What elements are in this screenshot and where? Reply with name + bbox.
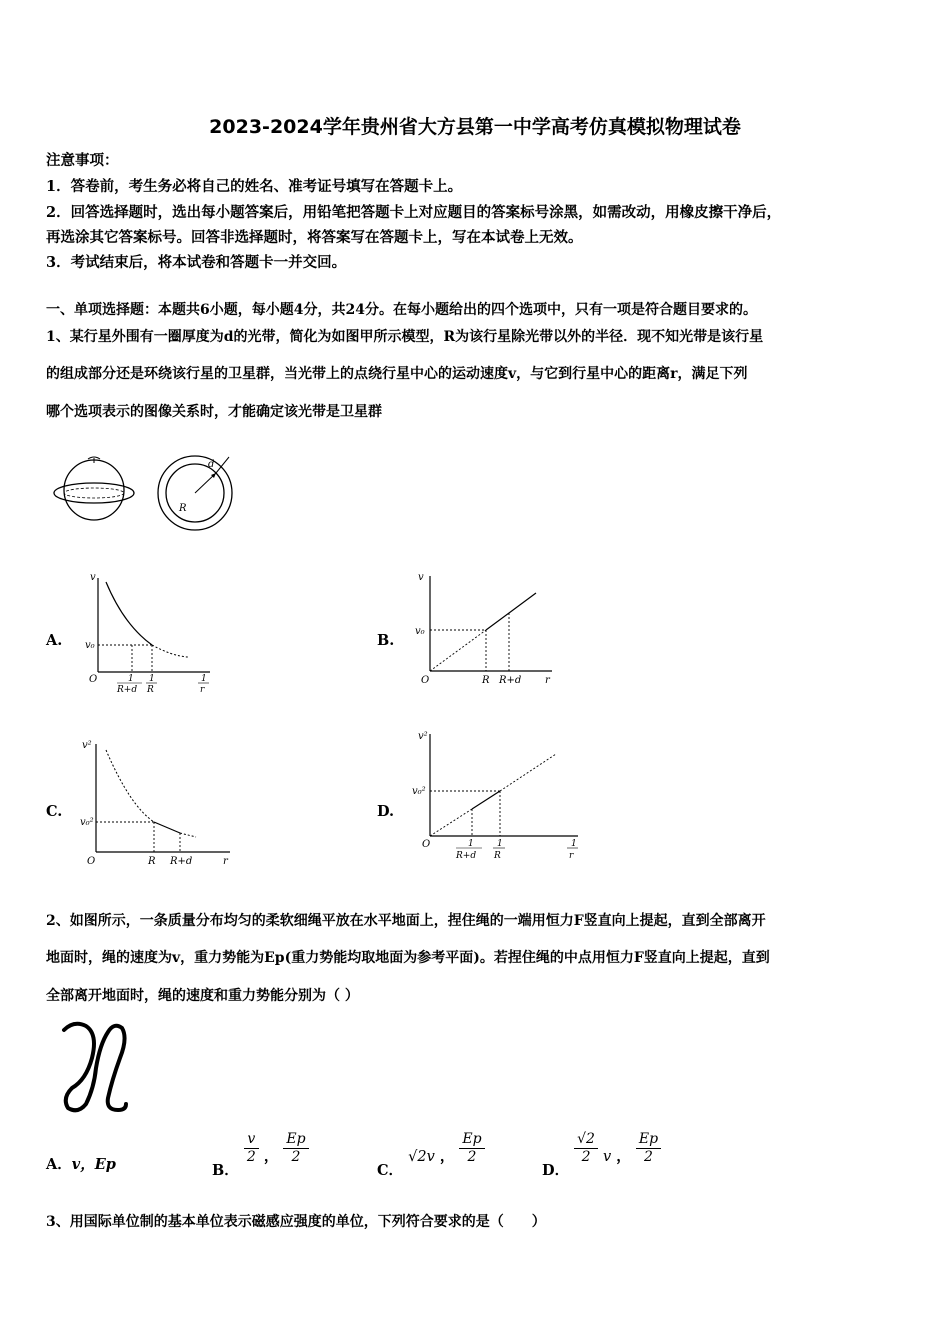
q1-line: 1、某行星外围有一圈厚度为d的光带，简化为如图甲所示模型，R为该行星除光带以外的半径．现不知光带是该行星	[46, 329, 764, 345]
fraction: $\frac{√2}{2}$	[574, 1131, 598, 1166]
q1-graph-d[interactable]	[408, 728, 583, 868]
tick-label-r-plus-d: R+d	[499, 675, 522, 686]
x-axis-label: r	[223, 856, 228, 866]
q2-option-c[interactable]: C． √2v ， $\frac{Ep}{2}$	[377, 1131, 485, 1166]
q1-graph-a[interactable]	[80, 570, 220, 700]
tick-label-r: R	[148, 856, 156, 866]
notes-item: 3．考试结束后，将本试卷和答题卡一并交回。	[46, 254, 347, 271]
y-axis-label: v	[418, 572, 424, 583]
v0-label: v₀²	[80, 817, 94, 828]
notes-item: 再选涂其它答案标号。回答非选择题时，将答案写在答题卡上，写在本试卷上无效。	[46, 229, 583, 246]
planet-top-view	[158, 456, 232, 530]
x-numerator: 1	[201, 674, 207, 684]
q2-options	[46, 1128, 950, 1179]
tick-label-r: R	[494, 851, 501, 861]
tick-numerator: 1	[497, 839, 503, 849]
q1-option-b-label[interactable]: B.	[377, 632, 395, 649]
q1-graph-c[interactable]	[78, 736, 238, 866]
tick-label-r-plus-d: R+d	[170, 856, 193, 866]
q1-option-a-label[interactable]: A.	[46, 632, 63, 649]
v0-label: v₀	[85, 640, 95, 651]
q2-option-a-value: v，Ep	[71, 1156, 116, 1173]
origin-label: O	[87, 856, 96, 866]
q3-text: 3、用国际单位制的基本单位表示磁感应强度的单位，下列符合要求的是（ ）	[46, 1214, 546, 1230]
origin-label: O	[89, 674, 98, 685]
origin-label: O	[421, 675, 430, 686]
notes-heading: 注意事项：	[46, 152, 119, 169]
thickness-label: d	[208, 459, 215, 470]
y-axis-label: v	[90, 572, 96, 583]
notes-item: 1．答卷前，考生务必将自己的姓名、准考证号填写在答题卡上。	[46, 178, 463, 195]
v0-label: v₀	[415, 626, 425, 637]
tick-label-r: R	[147, 685, 154, 695]
radius-label: R	[179, 503, 187, 514]
planet-ring-figure	[48, 455, 248, 545]
x-numerator: 1	[571, 839, 577, 849]
origin-label: O	[422, 839, 431, 850]
tick-numerator: 1	[128, 674, 134, 684]
y-axis-label: v²	[82, 740, 92, 751]
fraction: $\frac{v}{2}$	[244, 1131, 259, 1166]
rope-figure	[56, 1018, 136, 1116]
planet-side-view	[54, 457, 134, 520]
x-axis-label: r	[569, 851, 574, 861]
y-axis-label: v²	[418, 731, 428, 742]
fraction: $\frac{Ep}{2}$	[636, 1131, 661, 1166]
fraction: $\frac{Ep}{2}$	[283, 1131, 308, 1166]
fraction: $\frac{Ep}{2}$	[459, 1131, 484, 1166]
q2-line: 2、如图所示，一条质量分布均匀的柔软细绳平放在水平地面上，捏住绳的一端用恒力F竖直向上提起，直到全部离开	[46, 913, 766, 929]
tick-numerator: 1	[468, 839, 474, 849]
q2-option-d[interactable]: D． $\frac{√2}{2}$ v ， $\frac{Ep}{2}$	[542, 1131, 661, 1166]
page-title: 2023-2024学年贵州省大方县第一中学高考仿真模拟物理试卷	[209, 116, 741, 138]
x-axis-label: r	[545, 675, 550, 686]
tick-label-r: R	[482, 675, 490, 686]
q1-line: 的组成部分还是环绕该行星的卫星群，当光带上的点绕行星中心的运动速度v，与它到行星中心的距离r，满足下列	[46, 366, 748, 382]
q2-option-b[interactable]: B． $\frac{v}{2}$ ， $\frac{Ep}{2}$	[212, 1131, 309, 1166]
tick-label-r-plus-d: R+d	[456, 851, 477, 861]
v0-label: v₀²	[412, 786, 426, 797]
notes-item: 2．回答选择题时，选出每小题答案后，用铅笔把答题卡上对应题目的答案标号涂黑，如需改动，用橡皮擦干净后，	[46, 204, 782, 221]
q1-line: 哪个选项表示的图像关系时，才能确定该光带是卫星群	[46, 404, 382, 420]
tick-label-r-plus-d: R+d	[117, 685, 138, 695]
q1-option-c-label[interactable]: C.	[46, 803, 63, 820]
q2-line: 全部离开地面时，绳的速度和重力势能分别为（ ）	[46, 988, 359, 1004]
section-heading: 一、单项选择题：本题共6小题，每小题4分，共24分。在每小题给出的四个选项中，只有一项是符合题目要求的。	[46, 302, 757, 318]
q1-option-d-label[interactable]: D.	[377, 803, 395, 820]
tick-numerator: 1	[149, 674, 155, 684]
x-axis-label: r	[200, 685, 205, 695]
q2-line: 地面时，绳的速度为v，重力势能为Ep(重力势能均取地面为参考平面)。若捏住绳的中点用恒力F竖直向上提起，直到	[46, 950, 770, 966]
q2-option-a[interactable]: A．v，Ep	[46, 1156, 116, 1173]
q1-graph-b[interactable]	[412, 568, 562, 693]
